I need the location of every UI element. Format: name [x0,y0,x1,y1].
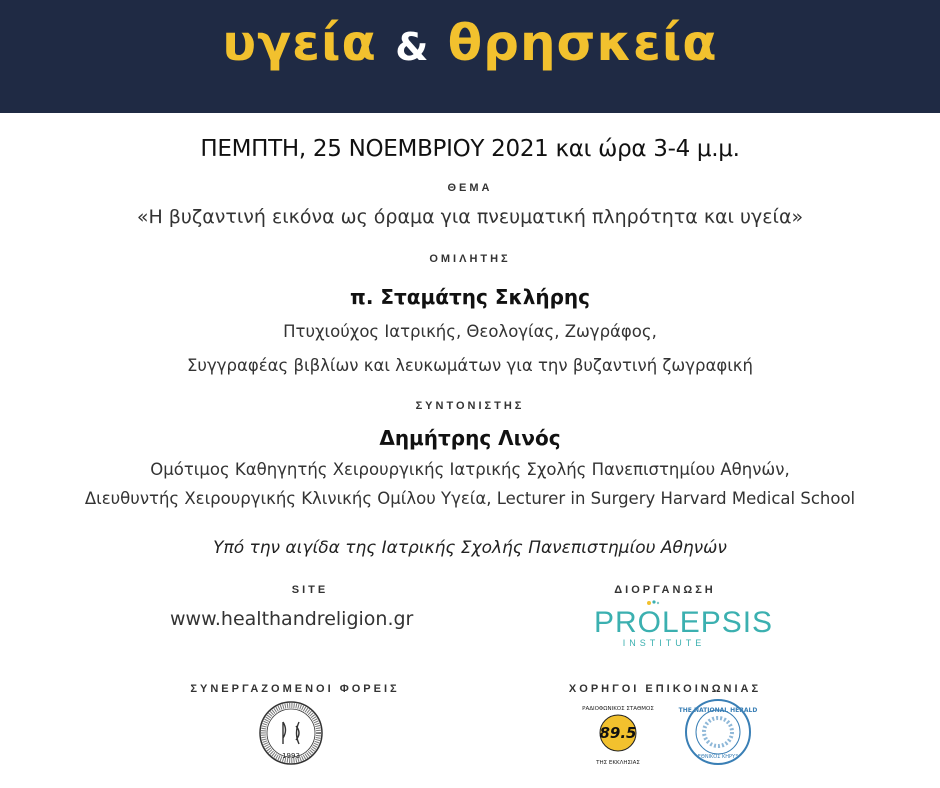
event-date: ΠΕΜΠΤΗ, 25 ΝΟΕΜΒΡΙΟΥ 2021 και ώρα 3-4 μ.μ. [200,136,740,162]
topic-text: «Η βυζαντινή εικόνα ως όραμα για πνευματική πληρότητα και υγεία» [136,206,804,228]
prolepsis-logo-subtext: INSTITUTE [622,638,706,648]
organizer-label: ΔΙΟΡΓΑΝΩΣΗ [614,584,716,596]
partner-seal-logo [258,700,324,766]
title-part-health: υγεία [222,14,377,72]
title-part-religion: θρησκεία [447,14,718,72]
moderator-description-1: Ομότιμος Καθηγητής Χειρουργικής Ιατρικής Σχολής Πανεπιστημίου Αθηνών, [150,460,790,479]
media-sponsors-label: ΧΟΡΗΓΟΙ ΕΠΙΚΟΙΝΩΝΙΑΣ [568,683,762,695]
site-label: SITE [291,584,329,596]
auspices-line: Υπό την αιγίδα της Ιατρικής Σχολής Πανεπιστημίου Αθηνών [213,538,727,558]
moderator-name: Δημήτρης Λινός [379,426,561,450]
site-url-link[interactable]: www.healthandreligion.gr [170,608,414,630]
national-herald-logo [678,698,758,766]
speaker-label: ΟΜΙΛΗΤΗΣ [429,253,511,265]
speaker-description-2: Συγγραφέας βιβλίων και λευκωμάτων για την βυζαντινή ζωγραφική [187,356,753,375]
title-ampersand: & [395,25,430,69]
radio-station-logo [582,698,654,768]
herald-logo-text: THE NATIONAL HERALD [678,707,758,714]
partners-label: ΣΥΝΕΡΓΑΖΟΜΕΝΟΙ ΦΟΡΕΙΣ [190,683,400,695]
partner-seal-year: 1993 [282,752,300,760]
radio-logo-bottom-text: ΤΗΣ ΕΚΚΛΗΣΙΑΣ [596,760,640,766]
prolepsis-logo-text: PROLEPSIS [594,606,774,639]
page-title [0,14,940,72]
speaker-description-1: Πτυχιούχος Ιατρικής, Θεολογίας, Ζωγράφος, [283,322,657,341]
moderator-label: ΣΥΝΤΟΝΙΣΤΗΣ [415,400,525,412]
topic-label: ΘΕΜΑ [447,182,493,194]
herald-logo-subtext: ΕΘΝΙΚΟΣ ΚΗΡΥΞ [697,754,739,760]
moderator-description-2: Διευθυντής Χειρουργικής Κλινικής Ομίλου Υγεία, Lecturer in Surgery Harvard Medical School [84,489,856,508]
prolepsis-logo[interactable] [594,606,774,648]
radio-logo-frequency: 89.5 [599,724,637,742]
radio-logo-top-text: ΡΑΔΙΟΦΩΝΙΚΟΣ ΣΤΑΘΜΟΣ [582,706,654,712]
speaker-name: π. Σταμάτης Σκλήρης [350,285,590,309]
